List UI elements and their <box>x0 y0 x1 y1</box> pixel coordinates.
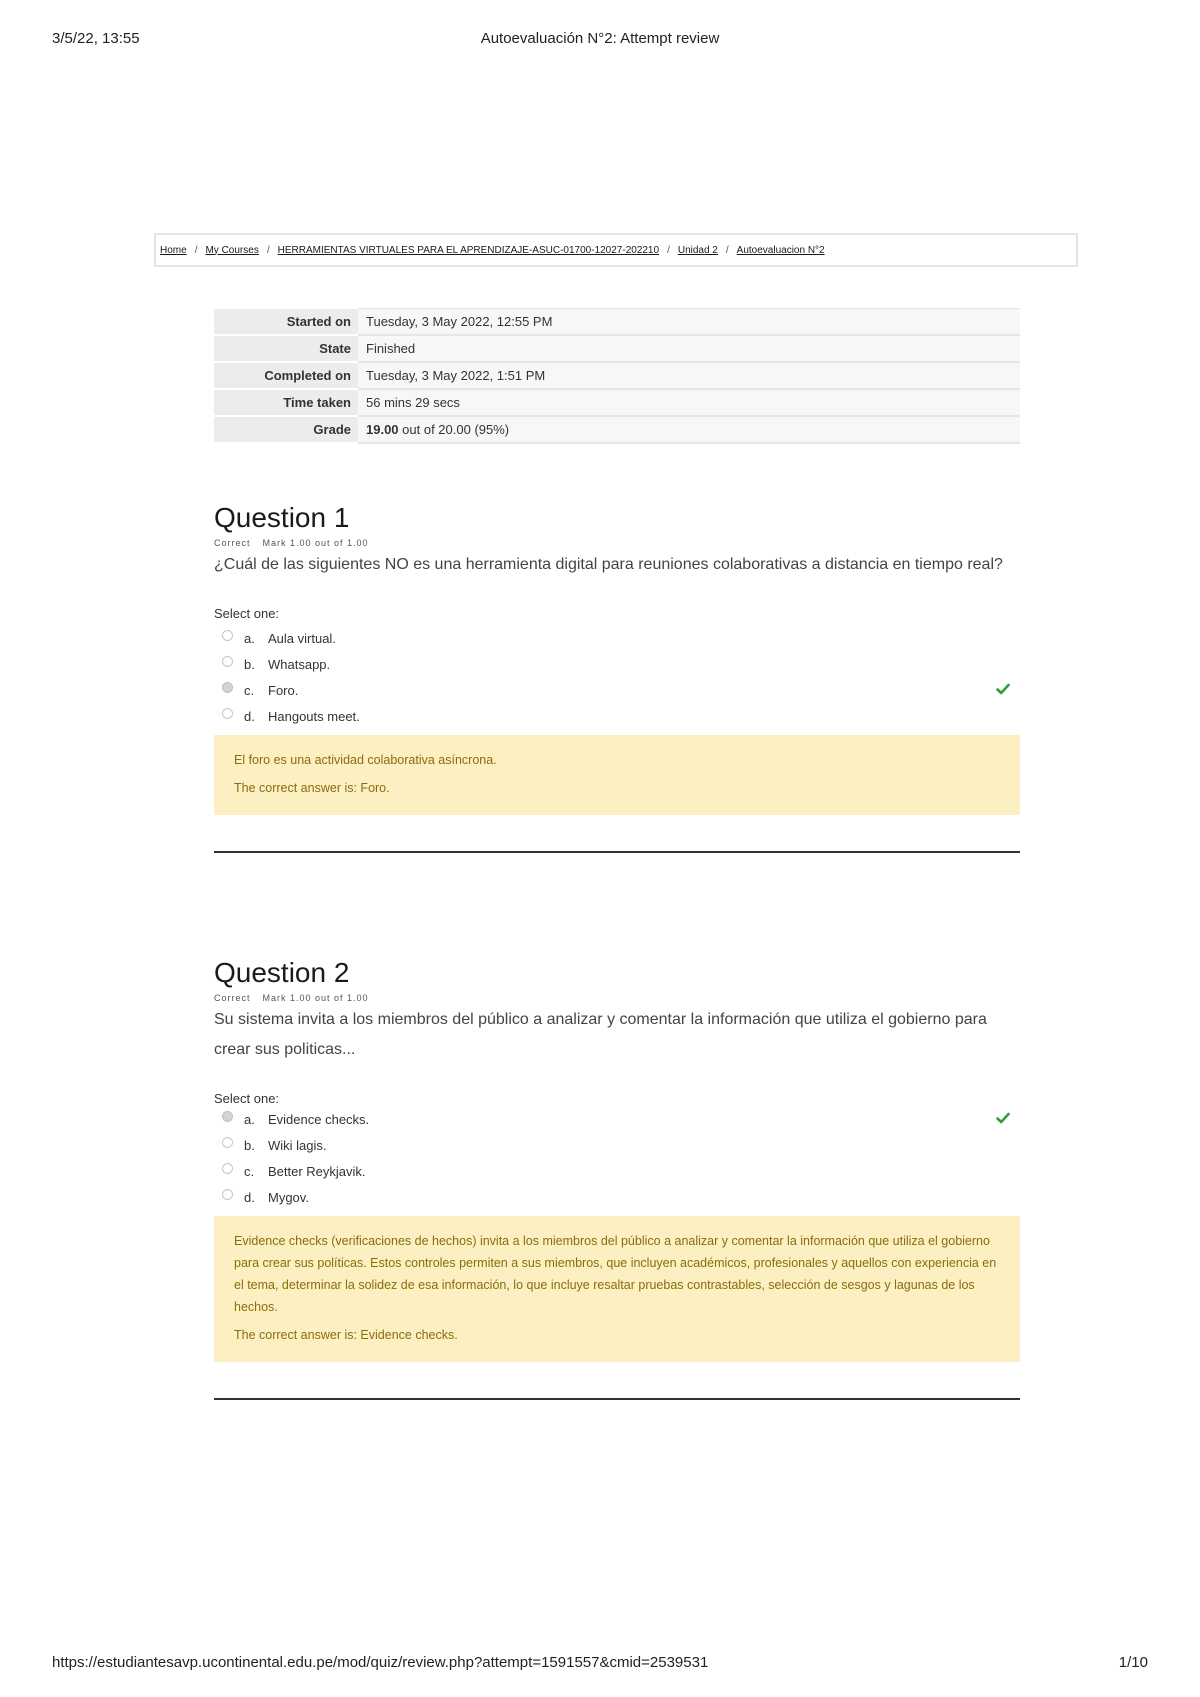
answer-option-c[interactable] <box>214 1158 1020 1184</box>
page-number: 1/10 <box>1118 1654 1148 1671</box>
grade-score: 19.00 <box>366 422 399 437</box>
option-label: Aula virtual. <box>268 630 336 646</box>
option-letter: c. <box>244 1163 255 1179</box>
option-letter: d. <box>244 1189 255 1205</box>
summary-label: State <box>214 335 358 362</box>
question-2 <box>214 955 1020 1400</box>
answer-list <box>214 625 1020 729</box>
summary-label: Grade <box>214 416 358 443</box>
answer-option-a[interactable] <box>214 1106 1020 1132</box>
check-icon <box>996 1111 1010 1125</box>
feedback-box <box>214 735 1020 815</box>
option-label: Mygov. <box>268 1189 309 1205</box>
answer-option-d[interactable] <box>214 1184 1020 1210</box>
breadcrumb-unit[interactable]: Unidad 2 <box>677 244 718 256</box>
question-divider <box>214 851 1020 853</box>
question-info <box>214 538 1020 548</box>
radio-button[interactable] <box>222 630 233 641</box>
question-mark: Mark 1.00 out of 1.00 <box>262 538 369 548</box>
option-letter: d. <box>244 708 255 724</box>
grade-out-of: out of 20.00 (95%) <box>402 422 510 437</box>
option-letter: c. <box>244 682 255 698</box>
summary-value: Tuesday, 3 May 2022, 12:55 PM <box>358 309 1020 336</box>
option-label: Whatsapp. <box>268 656 331 672</box>
question-title: Question 1 <box>214 502 350 533</box>
breadcrumb-course[interactable]: HERRAMIENTAS VIRTUALES PARA EL APRENDIZAJE-ASUC-01700-12027-202210 <box>277 244 660 256</box>
question-text: ¿Cuál de las siguientes NO es una herramienta digital para reuniones colaborativas a distancia en tiempo real? <box>214 556 1003 573</box>
question-divider <box>214 1398 1020 1400</box>
breadcrumb-home[interactable]: Home <box>160 244 187 256</box>
summary-value: Finished <box>358 335 1020 362</box>
feedback-box <box>214 1216 1020 1362</box>
option-letter: b. <box>244 1137 255 1153</box>
summary-label: Time taken <box>214 389 358 416</box>
question-title: Question 2 <box>214 957 350 988</box>
print-title: Autoevaluación N°2: Attempt review <box>480 30 720 47</box>
option-letter: b. <box>244 656 255 672</box>
answer-option-b[interactable] <box>214 651 1020 677</box>
feedback-text: Evidence checks (verificaciones de hechos) invita a los miembros del público a analizar y comentar la información que utiliza el gobierno para crear sus políticas. Estos controles permiten a sus miembros, que incluyen académicos, profesionales y aquellos con experiencia en el tema, determinar la solidez de esa información, lo que incluye resaltar pruebas contrastables, selección de sesgos y lagunas de los hechos. <box>234 1234 997 1314</box>
answer-option-b[interactable] <box>214 1132 1020 1158</box>
summary-row-started <box>214 309 1020 336</box>
answer-option-a[interactable] <box>214 625 1020 651</box>
radio-button[interactable] <box>222 1163 233 1174</box>
summary-value: Tuesday, 3 May 2022, 1:51 PM <box>358 362 1020 389</box>
option-letter: a. <box>244 1111 255 1127</box>
radio-button[interactable] <box>222 1137 233 1148</box>
question-mark: Mark 1.00 out of 1.00 <box>262 993 369 1003</box>
summary-value: 56 mins 29 secs <box>358 389 1020 416</box>
summary-row-state <box>214 335 1020 362</box>
print-header <box>52 30 1148 50</box>
breadcrumb-separator: / <box>194 244 198 256</box>
summary-row-time <box>214 389 1020 416</box>
answer-list <box>214 1106 1020 1210</box>
summary-value <box>358 416 1020 443</box>
option-label: Wiki lagis. <box>268 1137 327 1153</box>
question-status: Correct <box>214 993 251 1003</box>
correct-answer-text: The correct answer is: Foro. <box>234 781 390 795</box>
feedback-text: El foro es una actividad colaborativa asíncrona. <box>234 753 497 767</box>
summary-label: Started on <box>214 309 358 336</box>
radio-button-selected[interactable] <box>222 1111 233 1122</box>
attempt-summary-table <box>214 308 1020 444</box>
breadcrumb-separator: / <box>266 244 270 256</box>
option-label: Better Reykjavik. <box>268 1163 366 1179</box>
radio-button[interactable] <box>222 1189 233 1200</box>
breadcrumb-quiz[interactable]: Autoevaluacion N°2 <box>736 244 825 256</box>
breadcrumb-separator: / <box>667 244 670 256</box>
check-icon <box>996 682 1010 696</box>
question-info <box>214 993 1020 1003</box>
breadcrumb-my-courses[interactable]: My Courses <box>205 244 259 256</box>
option-letter: a. <box>244 630 255 646</box>
breadcrumb-separator: / <box>725 244 729 256</box>
question-status: Correct <box>214 538 251 548</box>
radio-button[interactable] <box>222 656 233 667</box>
breadcrumb <box>154 233 1078 267</box>
answer-option-d[interactable] <box>214 703 1020 729</box>
answer-option-c[interactable] <box>214 677 1020 703</box>
radio-button-selected[interactable] <box>222 682 233 693</box>
radio-button[interactable] <box>222 708 233 719</box>
correct-answer-text: The correct answer is: Evidence checks. <box>234 1328 458 1342</box>
select-one-label: Select one: <box>214 606 280 621</box>
select-one-label: Select one: <box>214 1091 280 1106</box>
summary-row-grade <box>214 416 1020 443</box>
question-text: Su sistema invita a los miembros del público a analizar y comentar la información que utiliza el gobierno para crear sus politicas... <box>214 1011 987 1058</box>
summary-label: Completed on <box>214 362 358 389</box>
option-label: Evidence checks. <box>268 1111 370 1127</box>
question-1 <box>214 500 1020 853</box>
summary-row-completed <box>214 362 1020 389</box>
print-date: 3/5/22, 13:55 <box>52 30 140 47</box>
option-label: Hangouts meet. <box>268 708 360 724</box>
option-label: Foro. <box>268 682 299 698</box>
page-url: https://estudiantesavp.ucontinental.edu.pe/mod/quiz/review.php?attempt=1591557&cmid=2539531 <box>52 1654 709 1671</box>
